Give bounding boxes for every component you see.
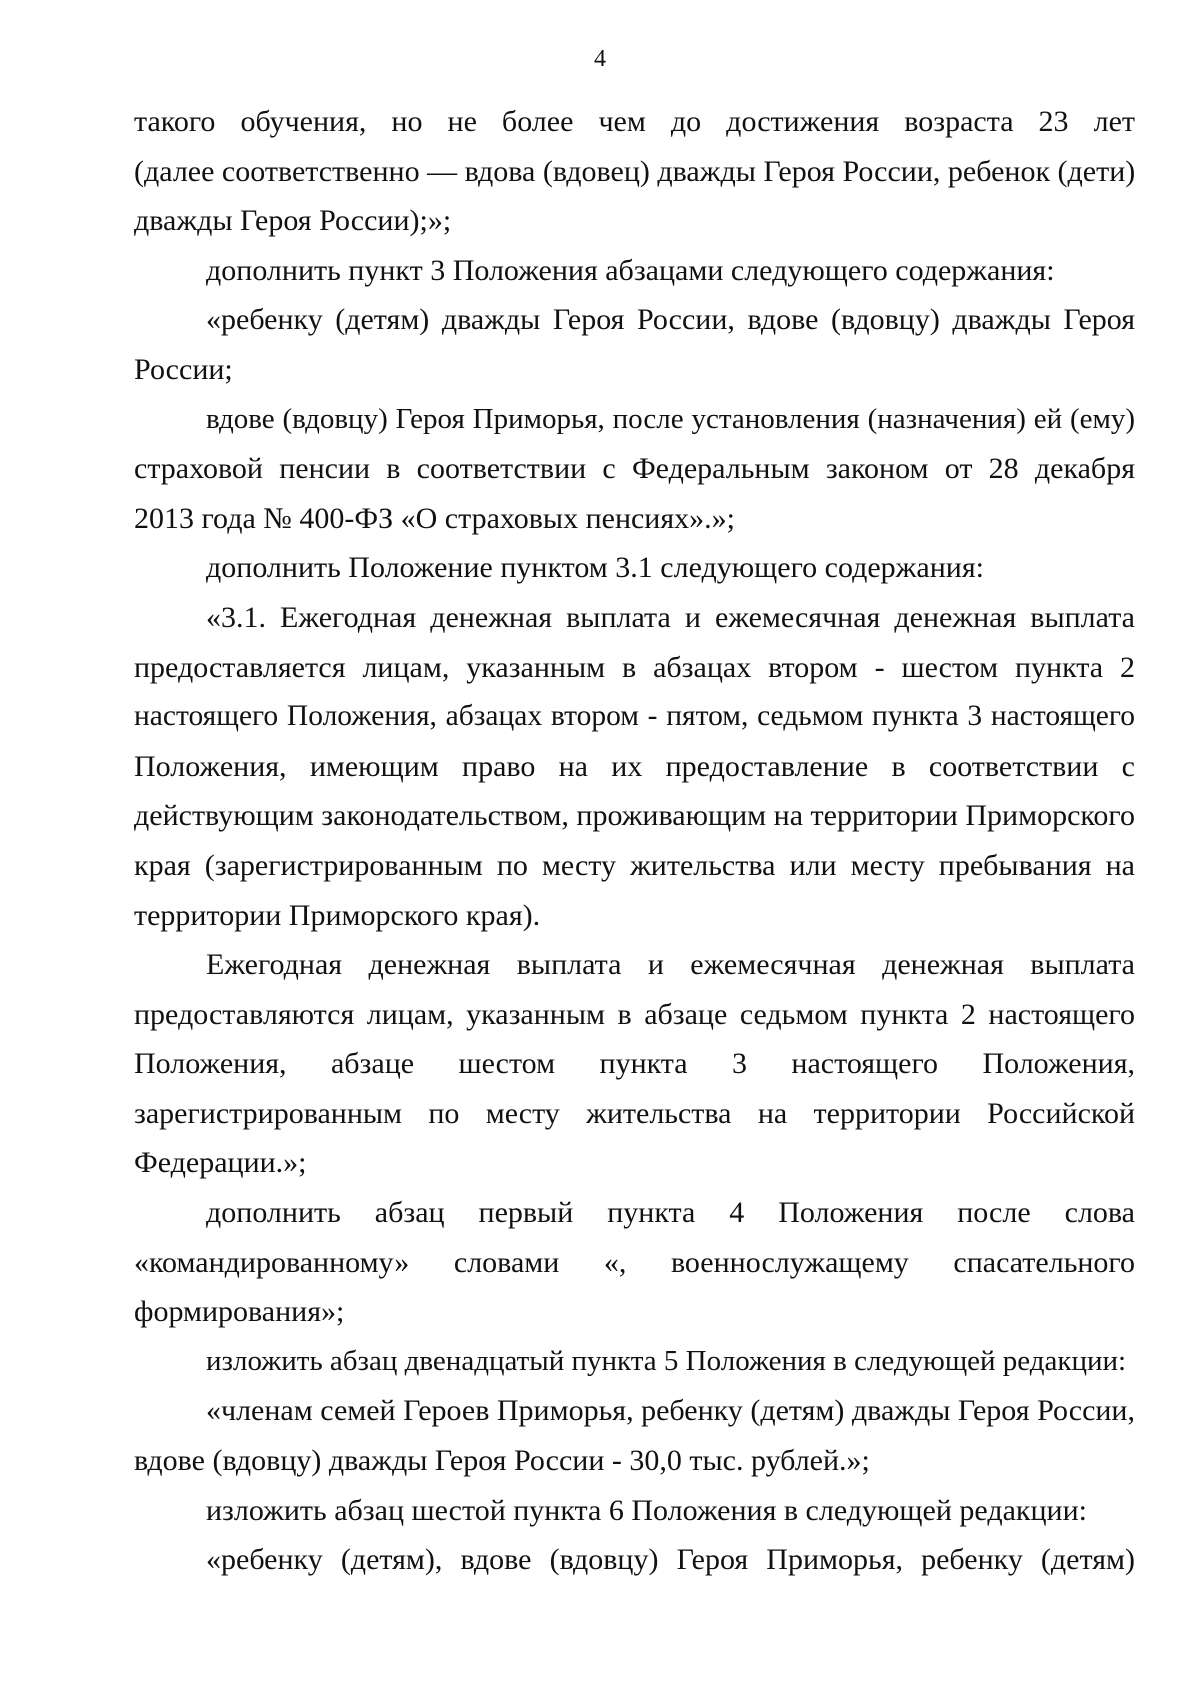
text-line: Ежегодная денежная выплата и ежемесячная денежная выплата [206, 948, 1135, 982]
text-line: «ребенку (детям) дважды Героя России, вдове (вдовцу) дважды Героя [206, 303, 1135, 337]
text-line: дополнить Положение пунктом 3.1 следующего содержания: [206, 551, 984, 585]
text-line: такого обучения, но не более чем до достижения возраста 23 лет [134, 105, 1135, 138]
text-line: 2013 года № 400-ФЗ «О страховых пенсиях».»; [134, 501, 735, 535]
text-line: страховой пенсии в соответствии с Федеральным законом от 28 декабря [134, 452, 1135, 486]
text-line: «командированному» словами «, военнослужащему спасательного [134, 1245, 1135, 1279]
text-line: дополнить пункт 3 Положения абзацами следующего содержания: [206, 253, 1055, 287]
text-line: «членам семей Героев Приморья, ребенку (детям) дважды Героя России, [206, 1394, 1135, 1428]
text-line: Положения, имеющим право на их предоставление в соответствии с [134, 749, 1135, 783]
document-body [134, 97, 1135, 1585]
text-line: формирования»; [134, 1295, 345, 1329]
text-line: «ребенку (детям), вдове (вдовцу) Героя Приморья, ребенку (детям) [206, 1543, 1135, 1577]
text-line: дважды Героя России);»; [134, 204, 452, 238]
text-line: предоставляются лицам, указанным в абзаце седьмом пункта 2 настоящего [134, 997, 1135, 1031]
text-line: России; [134, 352, 233, 386]
text-line: действующим законодательством, проживающим на территории Приморского [134, 799, 1135, 833]
text-line: Федерации.»; [134, 1146, 307, 1180]
text-line: вдове (вдовцу) Героя Приморья, после установления (назначения) ей (ему) [206, 402, 1135, 435]
text-line: (далее соответственно — вдова (вдовец) дважды Героя России, ребенок (дети) [134, 154, 1136, 188]
text-line: территории Приморского края). [134, 898, 541, 932]
text-line: изложить абзац двенадцатый пункта 5 Положения в следующей редакции: [206, 1344, 1127, 1377]
text-line: дополнить абзац первый пункта 4 Положения после слова [206, 1196, 1135, 1230]
text-line: края (зарегистрированным по месту жительства или месту пребывания на [134, 848, 1135, 882]
page-number: 4 [594, 46, 606, 72]
text-line: «3.1. Ежегодная денежная выплата и ежемесячная денежная выплата [206, 600, 1135, 634]
text-line: предоставляется лицам, указанным в абзацах втором - шестом пункта 2 [134, 650, 1135, 684]
text-line: настоящего Положения, абзацах втором - пятом, седьмом пункта 3 настоящего [134, 700, 1135, 733]
text-line: изложить абзац шестой пункта 6 Положения в следующей редакции: [206, 1493, 1087, 1527]
text-line: вдове (вдовцу) дважды Героя России - 30,0 тыс. рублей.»; [134, 1444, 870, 1478]
text-line: Положения, абзаце шестом пункта 3 настоящего Положения, [134, 1047, 1135, 1081]
text-line: зарегистрированным по месту жительства на территории Российской [134, 1096, 1135, 1130]
